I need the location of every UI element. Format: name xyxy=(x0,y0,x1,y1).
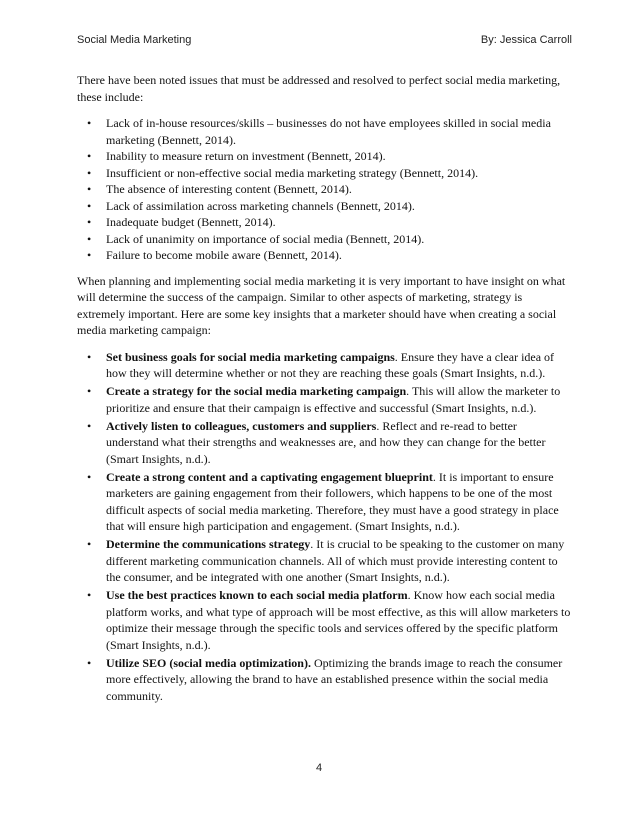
insight-text: . Ensure they have a clear idea of how they will determine whether or not they are reaching these goals (Smart Insights, n.d.). xyxy=(106,349,555,380)
header-author: By: Jessica Carroll xyxy=(480,34,572,46)
list-item xyxy=(77,536,572,586)
insight-title: Determine the communications strategy xyxy=(106,537,311,551)
list-item: • Lack of in-house resources/skills – businesses do not have employees skilled in social media marketing (Bennett, 2014). xyxy=(87,116,551,147)
list-item xyxy=(77,383,572,416)
list-item: • Lack of unanimity on importance of social media (Bennett, 2014). xyxy=(87,231,425,246)
bullet-icon: • xyxy=(87,149,92,163)
page-number: 4 xyxy=(315,762,323,774)
insight-text: . It is important to ensure marketers are gaining engagement from their followers, which happens to be one of the most difficult aspects of social media marketing. Therefore, they must have a good strategy in place that will ensure high participation and engagement. (Smart Insights, n.d.). xyxy=(106,469,559,533)
list-item: • Insufficient or non-effective social media marketing strategy (Bennett, 2014). xyxy=(87,165,479,180)
insight-title: Create a strategy for the social media marketing campaign xyxy=(106,384,407,398)
list-item xyxy=(77,349,572,382)
header-title: Social Media Marketing xyxy=(77,34,192,46)
list-item xyxy=(77,469,572,535)
insight-text: . It is crucial to be speaking to the customer on many different marketing communication channels. All of which must provide interesting content to the consumer, and be integrated with one another (Smart Insights, n.d.). xyxy=(106,537,565,584)
bullet-icon: • xyxy=(87,231,92,246)
list-item xyxy=(77,587,572,653)
insights-list xyxy=(77,349,572,705)
bullet-icon: • xyxy=(87,116,92,130)
bullet-icon: • xyxy=(87,537,92,551)
bullet-icon: • xyxy=(87,469,92,484)
bullet-icon: • xyxy=(87,182,92,196)
bullet-icon: • xyxy=(87,418,92,433)
document-body xyxy=(77,72,572,713)
insight-text: Optimizing the brands image to reach the consumer more effectively, allowing the brand to have an established presence within the social media community. xyxy=(106,655,563,703)
list-item: • Inability to measure return on investment (Bennett, 2014). xyxy=(87,149,386,163)
bullet-icon: • xyxy=(87,215,92,229)
list-item: • Lack of assimilation across marketing channels (Bennett, 2014). xyxy=(87,198,415,213)
insight-text: . Reflect and re-read to better understand what their strengths and weaknesses are, and how they can change for the better (Smart Insights, n.d.). xyxy=(106,418,546,466)
list-item: • Inadequate budget (Bennett, 2014). xyxy=(87,215,276,229)
bullet-icon: • xyxy=(87,248,92,262)
list-item xyxy=(77,655,572,705)
bullet-icon: • xyxy=(87,588,92,602)
bullet-icon: • xyxy=(87,198,92,213)
insight-title: Utilize SEO (social media optimization). xyxy=(106,655,311,670)
list-item: • Failure to become mobile aware (Bennett, 2014). xyxy=(87,248,342,262)
insight-text: . Know how each social media platform works, and what type of approach will be most effective, as this will allow marketers to optimize their message through the specific tools and services offered by the specific platform (Smart Insights, n.d.). xyxy=(106,588,571,652)
list-item xyxy=(77,418,572,468)
intro-paragraph: There have been noted issues that must be addressed and resolved to perfect social media marketing, these include: xyxy=(77,73,561,104)
insight-title: Set business goals for social media marketing campaigns xyxy=(106,349,395,364)
insight-title: Use the best practices known to each social media platform xyxy=(106,588,408,602)
bullet-icon: • xyxy=(87,384,92,398)
bullet-icon: • xyxy=(87,165,92,180)
insight-title: Actively listen to colleagues, customers and suppliers xyxy=(106,418,377,433)
list-item: • The absence of interesting content (Bennett, 2014). xyxy=(87,182,352,196)
page-header xyxy=(77,34,572,52)
insight-text: . This will allow the marketer to prioritize and ensure that their campaign is effective and successful (Smart Insights, n.d.). xyxy=(106,384,561,415)
planning-paragraph: When planning and implementing social media marketing it is very important to have insight on what will determine the success of the campaign. Similar to other aspects of marketing, strategy is extremely important. Here are some key insights that a marketer should have when creating a social media marketing campaign: xyxy=(77,273,566,337)
bullet-icon: • xyxy=(87,349,92,364)
issues-list xyxy=(77,115,572,264)
insight-title: Create a strong content and a captivating engagement blueprint xyxy=(106,469,433,484)
bullet-icon: • xyxy=(87,655,92,670)
